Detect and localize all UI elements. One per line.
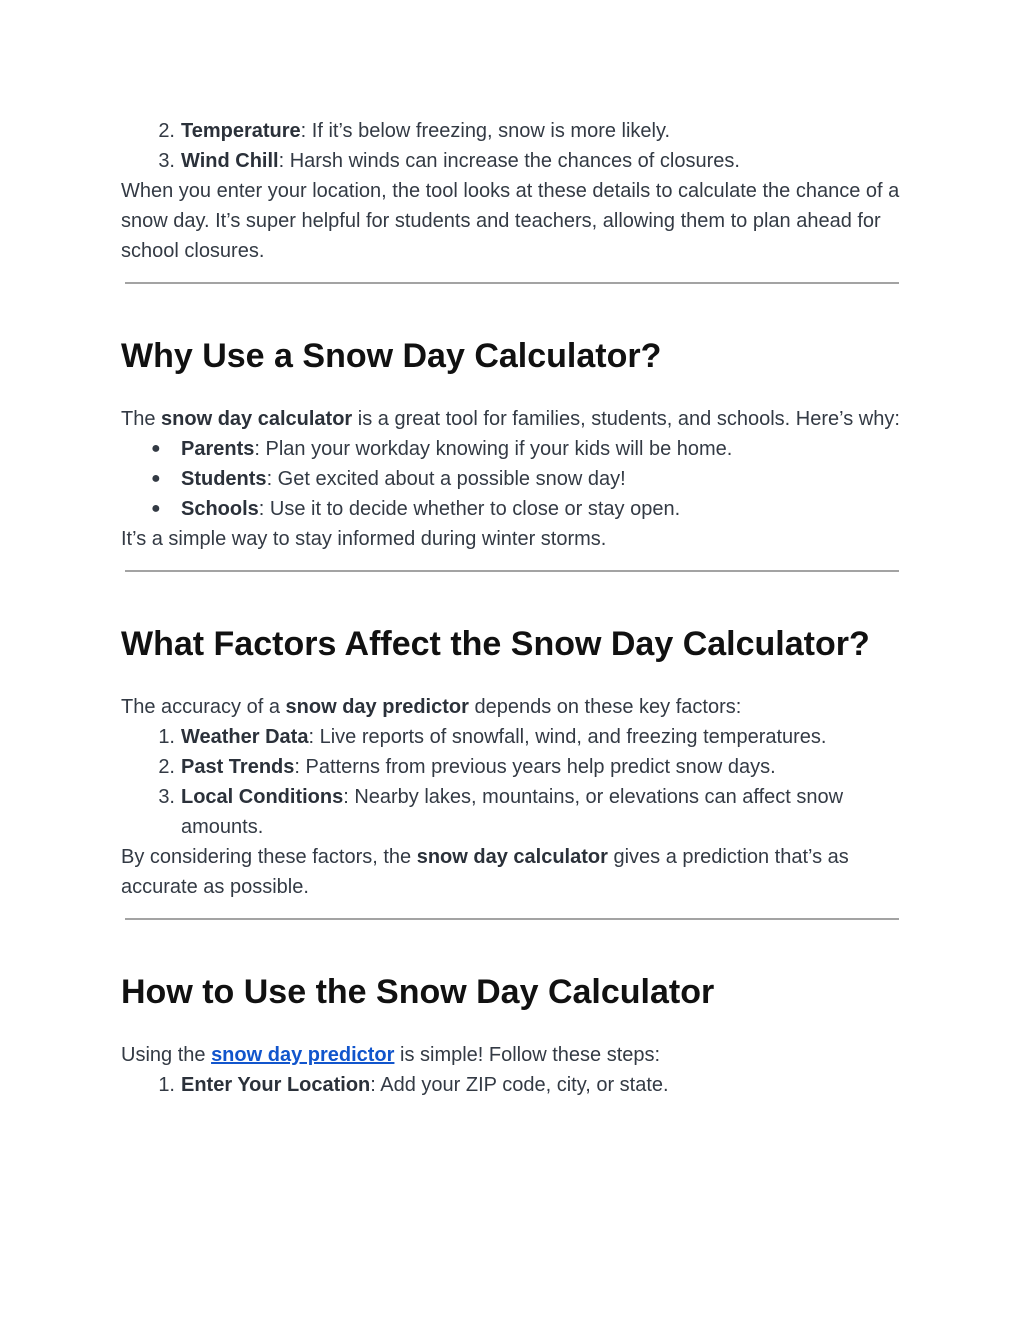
text-run: The bbox=[121, 408, 162, 430]
list-item-text: : Harsh winds can increase the chances of closures. bbox=[278, 150, 740, 172]
list-item-term: Parents bbox=[181, 438, 255, 460]
bulleted-list bbox=[121, 434, 901, 524]
list-item bbox=[121, 1070, 901, 1100]
list-item-term: Past Trends bbox=[181, 756, 295, 778]
list-item-term: Enter Your Location bbox=[181, 1074, 371, 1096]
list-item-term: Schools bbox=[181, 498, 259, 520]
list-item-text: : If it’s below freezing, snow is more likely. bbox=[300, 120, 671, 142]
list-item-text: : Plan your workday knowing if your kids will be home. bbox=[254, 438, 733, 460]
text-run: is simple! Follow these steps: bbox=[394, 1044, 661, 1066]
list-item bbox=[121, 434, 901, 464]
list-item-term: Local Conditions bbox=[181, 786, 344, 808]
list-item-text: : Live reports of snowfall, wind, and freezing temperatures. bbox=[308, 726, 827, 748]
numbered-list bbox=[121, 1070, 901, 1100]
text-run: By considering these factors, the bbox=[121, 846, 417, 868]
list-item-term: Wind Chill bbox=[181, 150, 279, 172]
list-item-text: : Use it to decide whether to close or stay open. bbox=[258, 498, 681, 520]
list-item-text: : Add your ZIP code, city, or state. bbox=[370, 1074, 669, 1096]
list-item-text: : Nearby lakes, mountains, or elevations can affect snow amounts. bbox=[181, 786, 844, 838]
paragraph: When you enter your location, the tool looks at these details to calculate the chance of a snow day. It’s super helpful for students and teachers, allowing them to plan ahead for school closures. bbox=[121, 180, 900, 262]
list-number: 2. bbox=[158, 120, 175, 142]
list-number: 1. bbox=[158, 726, 175, 748]
document-page bbox=[121, 116, 901, 1100]
text-run: depends on these key factors: bbox=[468, 696, 742, 718]
bold-term: snow day predictor bbox=[285, 696, 469, 718]
text-run: Using the bbox=[121, 1044, 212, 1066]
list-number: 1. bbox=[158, 1074, 175, 1096]
bullet-icon: ● bbox=[151, 500, 161, 517]
list-item-text: : Get excited about a possible snow day! bbox=[266, 468, 626, 490]
numbered-list bbox=[121, 116, 901, 176]
snow-day-predictor-link[interactable]: snow day predictor bbox=[211, 1044, 395, 1066]
list-item bbox=[121, 146, 901, 176]
section-heading: What Factors Affect the Snow Day Calculator? bbox=[121, 625, 870, 663]
paragraph bbox=[121, 1040, 901, 1070]
bold-term: snow day calculator bbox=[161, 408, 353, 430]
bullet-icon: ● bbox=[151, 470, 161, 487]
list-item bbox=[121, 494, 901, 524]
text-run: is a great tool for families, students, and schools. Here’s why: bbox=[352, 408, 900, 430]
list-number: 2. bbox=[158, 756, 175, 778]
list-number: 3. bbox=[158, 150, 175, 172]
section-heading: Why Use a Snow Day Calculator? bbox=[121, 337, 662, 375]
list-item bbox=[121, 782, 901, 842]
paragraph: It’s a simple way to stay informed during winter storms. bbox=[121, 528, 607, 550]
list-item bbox=[121, 464, 901, 494]
section-heading: How to Use the Snow Day Calculator bbox=[121, 973, 715, 1011]
paragraph bbox=[121, 692, 901, 722]
list-item-term: Temperature bbox=[181, 120, 301, 142]
list-item-term: Weather Data bbox=[181, 726, 309, 748]
list-item-text: : Patterns from previous years help predict snow days. bbox=[294, 756, 776, 778]
text-run: gives a prediction that’s as accurate as possible. bbox=[121, 846, 849, 898]
list-item bbox=[121, 752, 901, 782]
paragraph bbox=[121, 842, 901, 902]
numbered-list bbox=[121, 722, 901, 842]
bullet-icon: ● bbox=[151, 440, 161, 457]
bold-term: snow day calculator bbox=[416, 846, 608, 868]
list-item-term: Students bbox=[181, 468, 267, 490]
list-item bbox=[121, 722, 901, 752]
list-item bbox=[121, 116, 901, 146]
paragraph bbox=[121, 404, 901, 434]
list-number: 3. bbox=[158, 786, 175, 808]
text-run: The accuracy of a bbox=[121, 696, 286, 718]
